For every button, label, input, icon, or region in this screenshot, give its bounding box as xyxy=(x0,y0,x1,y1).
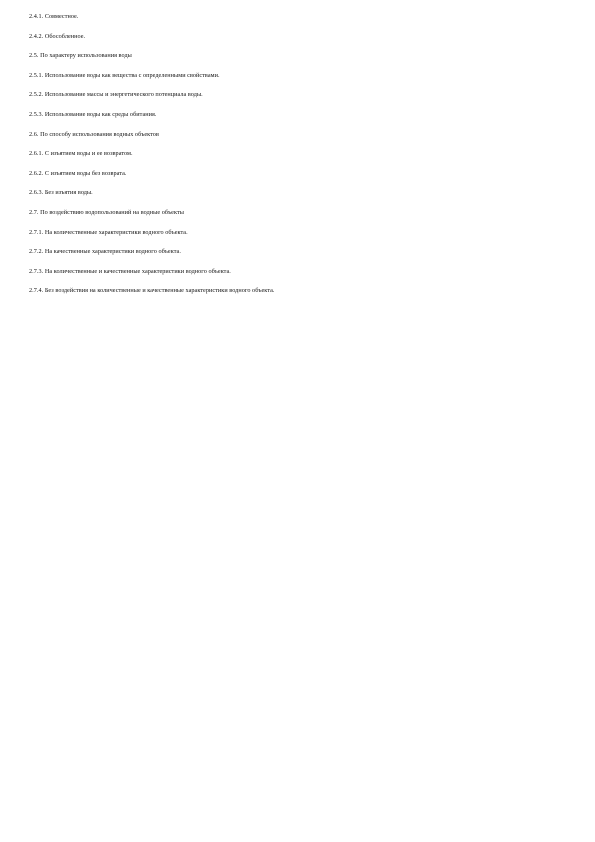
section-heading: 2.6. По способу использования водных объектов xyxy=(29,130,159,138)
list-item: 2.5.1. Использование воды как вещества с определенными свойствами. xyxy=(29,71,220,79)
list-item: 2.7.1. На количественные характеристики водного объекта. xyxy=(29,228,188,236)
list-item: 2.6.2. С изъятием воды без возврата. xyxy=(29,169,127,177)
classification-list xyxy=(29,13,569,307)
list-item: 2.7.3. На количественные и качественные характеристики водного объекта. xyxy=(29,267,231,275)
list-item: 2.4.1. Совместное. xyxy=(29,13,79,20)
list-item: 2.5.2. Использование массы и энергетического потенциала воды. xyxy=(29,91,203,99)
section-heading: 2.5. По характеру использования воды xyxy=(29,52,132,60)
list-item: 2.7.4. Без воздействия на количественные и качественные характеристики водного объекта. xyxy=(29,287,275,295)
list-item: 2.6.3. Без изъятия воды. xyxy=(29,189,93,197)
list-item: 2.5.3. Использование воды как среды обитания. xyxy=(29,110,157,118)
section-heading: 2.7. По воздействию водопользований на водные объекты xyxy=(29,208,184,216)
list-item: 2.7.2. На качественные характеристики водного объекта. xyxy=(29,248,181,256)
list-item: 2.6.1. С изъятием воды и ее возвратом. xyxy=(29,150,133,158)
list-item: 2.4.2. Обособленное. xyxy=(29,32,86,40)
